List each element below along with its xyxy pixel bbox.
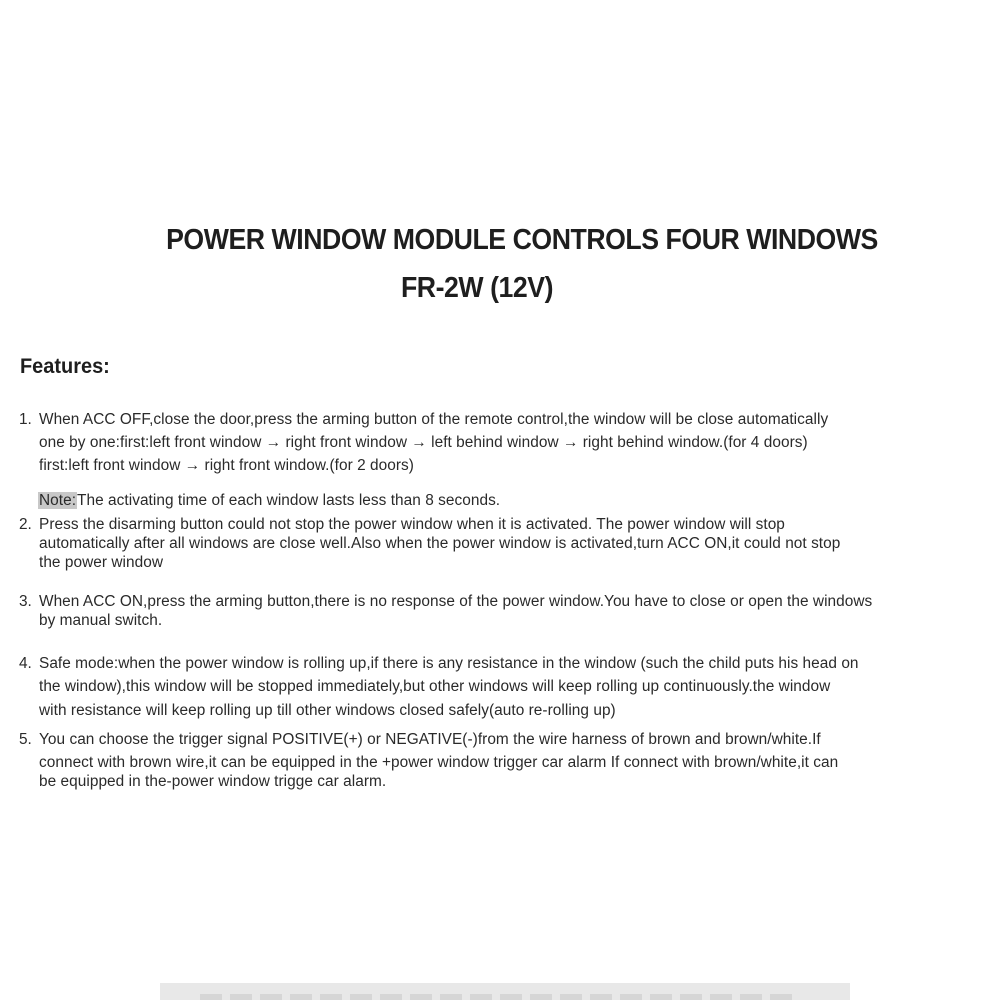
- bottom-banner: [160, 983, 850, 1000]
- bottom-banner-cropped-text: [200, 994, 800, 1000]
- title-line-1: POWER WINDOW MODULE CONTROLS FOUR WINDOWS: [166, 224, 878, 256]
- item-5-line-1: You can choose the trigger signal POSITIVE(+) or NEGATIVE(-)from the wire harness of brown and brown/white.If: [39, 731, 821, 748]
- item-2-line-2: automatically after all windows are close well.Also when the power window is activated,turn ACC ON,it could not stop: [39, 535, 841, 552]
- model-number: FR-2W (12V): [400, 272, 554, 304]
- document-subtitle: [40, 272, 960, 305]
- item-2-line-1: Press the disarming button could not stop the power window when it is activated. The power window will stop: [39, 516, 785, 533]
- item-4-number: 4.: [19, 655, 32, 672]
- features-heading: Features:: [20, 355, 110, 378]
- item-5-line-3: be equipped in the-power window trigge car alarm.: [39, 773, 387, 790]
- item-1-number: 1.: [19, 411, 32, 428]
- item-3-line-2: by manual switch.: [39, 612, 163, 629]
- item-3-line-1: When ACC ON,press the arming button,there is no response of the power window.You have to close or open the windows: [39, 593, 873, 610]
- item-4-line-3: with resistance will keep rolling up till other windows closed safely(auto re-rolling up): [39, 702, 616, 719]
- item-2-line-3: the power window: [39, 554, 163, 571]
- item-3-number: 3.: [19, 593, 32, 610]
- item-2-number: 2.: [19, 516, 32, 533]
- item-5-line-2: connect with brown wire,it can be equipped in the +power window trigger car alarm If connect with brown/white,it can: [39, 754, 839, 771]
- document-title: [62, 224, 982, 257]
- item-1-line-3: first:left front window → right front window.(for 2 doors): [39, 457, 414, 474]
- note-text: The activating time of each window lasts less than 8 seconds.: [77, 492, 501, 509]
- item-4-line-1: Safe mode:when the power window is rolling up,if there is any resistance in the window (such the child puts his head on: [39, 655, 859, 672]
- item-1-line-1: When ACC OFF,close the door,press the arming button of the remote control,the window will be close automatically: [39, 411, 829, 428]
- item-4-line-2: the window),this window will be stopped immediately,but other windows will keep rolling up continuously.the window: [39, 678, 831, 695]
- item-1-line-2: one by one:first:left front window → right front window → left behind window → right behind window.(for 4 doors): [39, 434, 808, 451]
- note: [38, 492, 500, 510]
- note-label: Note:: [39, 492, 77, 509]
- item-5-number: 5.: [19, 731, 32, 748]
